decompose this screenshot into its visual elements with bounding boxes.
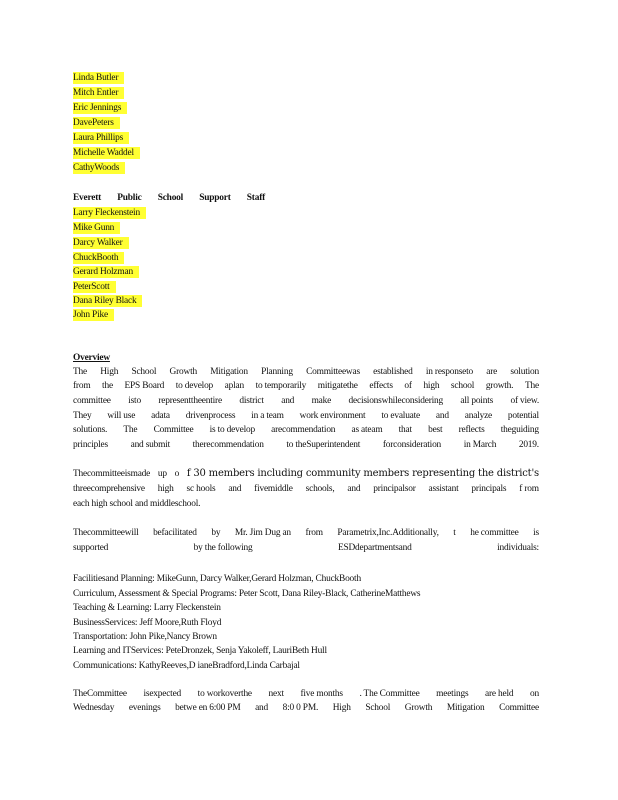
word: representtheentire — [158, 396, 222, 406]
word: ESDdepartmentsand — [337, 543, 412, 553]
word: he committee — [470, 528, 519, 538]
paragraph-line — [73, 380, 539, 392]
word: forconsideration — [382, 440, 442, 450]
word: to evaluate — [381, 411, 421, 421]
word: . The Committee — [359, 689, 420, 699]
word: as ateam — [351, 425, 383, 435]
word: the — [102, 381, 113, 391]
word: f rom — [519, 484, 539, 494]
word: principalsor — [373, 484, 416, 494]
word: evenings — [128, 703, 161, 713]
word: and — [347, 484, 361, 494]
word: They — [73, 411, 92, 421]
word: t — [453, 528, 456, 538]
committee-member: Linda Butler — [73, 72, 124, 84]
word: befacilitated — [153, 528, 197, 538]
word: 8:0 0 PM. — [282, 703, 319, 713]
paragraph-line — [73, 439, 539, 451]
word: solutions. — [73, 425, 108, 435]
word: Mr. Jim Dug an — [234, 528, 291, 538]
staff-heading — [73, 192, 266, 204]
word: Planning — [261, 367, 293, 377]
staff-member: PeterScott — [73, 281, 116, 293]
word: The — [73, 367, 87, 377]
committee-member: Michelle Waddel — [73, 147, 140, 159]
word: Growth — [169, 367, 197, 377]
word: meetings — [436, 689, 469, 699]
word: high — [157, 484, 174, 494]
word: and — [435, 411, 449, 421]
word: to theSuperintendent — [286, 440, 361, 450]
department-line: Learning and ITServices: PeteDronzek, Senja Yakoleff, LauriBeth Hull — [73, 646, 327, 656]
word: is to develop — [209, 425, 255, 435]
committee-member: Laura Phillips — [73, 132, 129, 144]
word: assistant — [428, 484, 459, 494]
word: to temporarily — [255, 381, 307, 391]
word: all points — [460, 396, 494, 406]
word: potential — [507, 411, 539, 421]
word: best — [428, 425, 443, 435]
word: high — [423, 381, 440, 391]
word: Mitigation — [210, 367, 248, 377]
staff-member: John Pike — [73, 309, 114, 321]
word: is — [533, 528, 539, 538]
word: sc hools — [186, 484, 216, 494]
word: drivenprocess — [185, 411, 236, 421]
word: on — [530, 689, 539, 699]
word: and — [281, 396, 295, 406]
word: committee — [73, 396, 111, 406]
word: will use — [107, 411, 136, 421]
word: o — [174, 469, 180, 479]
word: each high school and middleschool. — [73, 499, 201, 509]
word: are — [486, 367, 498, 377]
staff-heading-text: Everett Public School Support Staff — [73, 193, 266, 203]
word: Thecommitteewill — [73, 528, 139, 538]
word: Wednesday — [73, 703, 115, 713]
word: schools, — [305, 484, 335, 494]
word: betwe en 6:00 PM — [175, 703, 241, 713]
paragraph-line — [73, 424, 539, 436]
word: are held — [485, 689, 514, 699]
word: theguiding — [500, 425, 539, 435]
word: School — [365, 703, 391, 713]
word: work environment — [299, 411, 366, 421]
paragraph-line — [73, 483, 539, 495]
staff-member: Dana Riley Black — [73, 295, 142, 307]
word: district — [239, 396, 264, 406]
word: isto — [128, 396, 141, 406]
word: solution — [510, 367, 539, 377]
word: School — [131, 367, 157, 377]
word: up — [157, 469, 167, 479]
word: five months — [300, 689, 343, 699]
paragraph-line — [73, 527, 539, 539]
staff-member: Mike Gunn — [73, 222, 120, 234]
word: High — [332, 703, 351, 713]
word: analyze — [464, 411, 492, 421]
department-line: BusinessServices: Jeff Moore,Ruth Floyd — [73, 618, 222, 628]
word: 2019. — [518, 440, 539, 450]
word: Mitigation — [446, 703, 485, 713]
word: by the following — [193, 543, 253, 553]
word: next — [268, 689, 284, 699]
word: and submit — [130, 440, 171, 450]
word: The — [524, 381, 539, 391]
word: principles — [73, 440, 108, 450]
word: Parametrix,Inc.Additionally, — [337, 528, 439, 538]
department-line: Communications: KathyReeves,D ianeBradford,Linda Carbajal — [73, 661, 300, 671]
staff-member: Larry Fleckenstein — [73, 207, 146, 219]
committee-member: DavePeters — [73, 117, 120, 129]
word: mitigatethe — [317, 381, 358, 391]
word: make — [311, 396, 332, 406]
word: and — [228, 484, 242, 494]
word: of — [404, 381, 412, 391]
paragraph-line — [73, 366, 539, 378]
word: in March — [463, 440, 497, 450]
word: f 30 members including community members representing the district's — [186, 468, 539, 479]
word: fivemiddle — [254, 484, 293, 494]
word: individuals: — [497, 543, 539, 553]
word: arecommendation — [271, 425, 336, 435]
overview-heading: Overview — [73, 353, 110, 363]
word: supported — [73, 543, 109, 553]
department-line: Teaching & Learning: Larry Fleckenstein — [73, 603, 221, 613]
word: adata — [151, 411, 170, 421]
paragraph-line — [73, 688, 539, 700]
word: in responseto — [425, 367, 474, 377]
word: by — [211, 528, 221, 538]
word: growth. — [485, 381, 514, 391]
paragraph-line — [73, 498, 204, 510]
department-line: Transportation: John Pike,Nancy Brown — [73, 632, 217, 642]
word: to workoverthe — [197, 689, 252, 699]
word: effects — [369, 381, 393, 391]
word: isexpected — [143, 689, 182, 699]
word: aplan — [224, 381, 244, 391]
staff-member: Darcy Walker — [73, 237, 129, 249]
word: Committeewas — [306, 367, 360, 377]
word: decisionswhileconsidering — [348, 396, 443, 406]
word: Committee — [499, 703, 539, 713]
committee-member: CathyWoods — [73, 162, 125, 174]
word: Committee — [153, 425, 194, 435]
word: EPS Board — [124, 381, 165, 391]
word: therecommendation — [192, 440, 264, 450]
word: The — [123, 425, 138, 435]
word: to develop — [175, 381, 214, 391]
word: in a team — [251, 411, 284, 421]
word: TheCommittee — [73, 689, 127, 699]
word: that — [398, 425, 412, 435]
word: school — [450, 381, 475, 391]
word: reflects — [458, 425, 485, 435]
word: Thecommitteeismade — [73, 469, 151, 479]
committee-member: Eric Jennings — [73, 102, 127, 114]
paragraph-line — [73, 542, 539, 554]
word: from — [305, 528, 323, 538]
paragraph-line — [73, 395, 539, 407]
paragraph-line — [73, 702, 539, 714]
committee-member: Mitch Entler — [73, 87, 124, 99]
word: established — [373, 367, 413, 377]
word: of view. — [510, 396, 539, 406]
staff-member: Gerard Holzman — [73, 266, 139, 278]
paragraph-line — [73, 468, 539, 480]
word: principals — [471, 484, 507, 494]
word: High — [100, 367, 119, 377]
word: threecomprehensive — [73, 484, 145, 494]
department-line: Facilitiesand Planning: MikeGunn, Darcy Walker,Gerard Holzman, ChuckBooth — [73, 574, 361, 584]
staff-member: ChuckBooth — [73, 252, 124, 264]
word: from — [73, 381, 91, 391]
word: and — [255, 703, 269, 713]
word: Growth — [404, 703, 433, 713]
department-line: Curriculum, Assessment & Special Programs: Peter Scott, Dana Riley-Black, CatherineMatthews — [73, 589, 421, 599]
paragraph-line — [73, 410, 539, 422]
